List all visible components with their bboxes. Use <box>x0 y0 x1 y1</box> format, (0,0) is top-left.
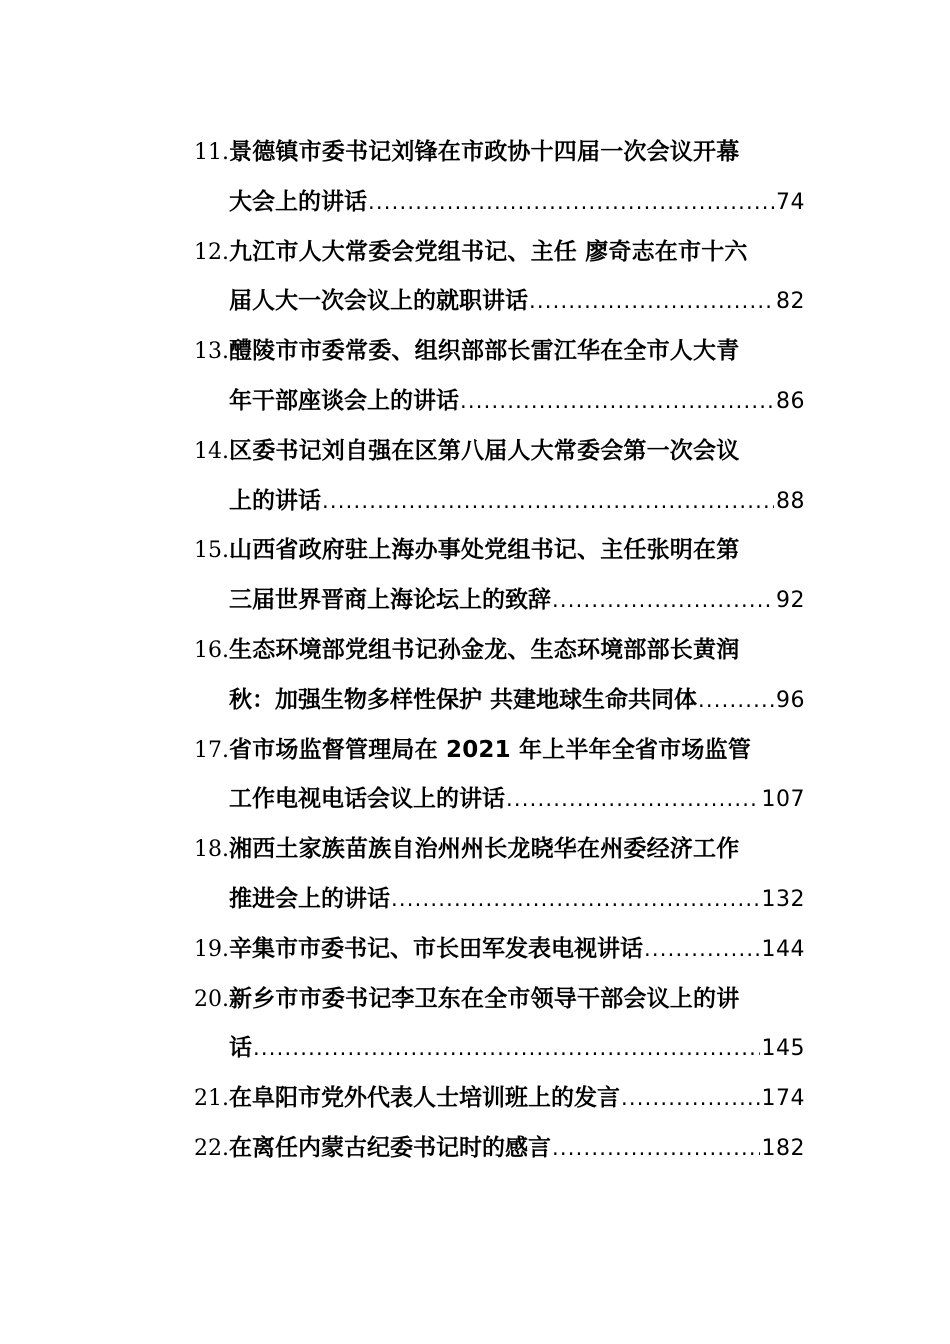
entry-title: 在离任内蒙古纪委书记时的感言 <box>229 1134 551 1161</box>
page-number: 82 <box>776 289 805 315</box>
entry-title-line2: 工作电视电话会议上的讲话 <box>229 786 505 813</box>
page-number: 145 <box>761 1036 805 1062</box>
toc-entry[interactable] <box>0 128 950 228</box>
toc-entry[interactable] <box>0 726 950 826</box>
entry-number: 11. <box>194 140 229 165</box>
toc-entry[interactable] <box>0 1124 950 1174</box>
page-number: 74 <box>776 189 805 215</box>
entry-number: 14. <box>194 438 229 464</box>
entry-title-line2: 年干部座谈会上的讲话 <box>229 387 459 414</box>
dot-leader <box>253 1024 760 1074</box>
entry-title-line2: 秋：加强生物多样性保护 共建地球生命共同体 <box>229 686 698 713</box>
dot-leader <box>391 875 760 925</box>
entry-number: 16. <box>194 637 229 663</box>
dot-leader <box>529 277 774 327</box>
entry-number: 13. <box>194 339 229 365</box>
entry-title-line1: 新乡市市委书记李卫东在全市领导干部会议上的讲 <box>229 985 740 1012</box>
entry-title-line2: 推进会上的讲话 <box>229 885 390 912</box>
entry-title-line1: 醴陵市市委常委、组织部部长雷江华在全市人大青 <box>229 338 740 365</box>
entry-number: 21. <box>194 1086 229 1112</box>
dot-leader <box>698 676 774 726</box>
entry-number: 12. <box>194 239 229 265</box>
entry-title-line2: 大会上的讲话 <box>229 188 367 215</box>
entry-number: 17. <box>194 737 229 763</box>
entry-title-line1: 九江市人大常委会党组书记、主任 廖奇志在市十六 <box>229 238 748 265</box>
page-number: 144 <box>761 936 805 962</box>
entry-title-line2: 三届世界晋商上海论坛上的致辞 <box>229 587 551 614</box>
dot-leader <box>322 477 774 527</box>
page-number: 107 <box>761 787 805 813</box>
toc-entry[interactable] <box>0 427 950 527</box>
toc-entry[interactable] <box>0 925 950 975</box>
dot-leader <box>552 576 774 626</box>
toc-entry[interactable] <box>0 228 950 328</box>
dot-leader <box>368 178 774 228</box>
page-number: 96 <box>776 687 805 713</box>
toc-entry[interactable] <box>0 825 950 925</box>
entry-title-line1: 省市场监督管理局在 2021 年上半年全省市场监管 <box>229 736 752 763</box>
dot-leader <box>460 377 774 427</box>
dot-leader <box>506 775 760 825</box>
page-number: 174 <box>761 1086 805 1112</box>
page-number: 86 <box>776 388 805 414</box>
entry-title-line1: 山西省政府驻上海办事处党组书记、主任张明在第 <box>229 537 740 564</box>
entry-title: 在阜阳市党外代表人士培训班上的发言 <box>229 1085 620 1112</box>
toc-entry[interactable] <box>0 526 950 626</box>
entry-title-line2: 话 <box>229 1035 252 1062</box>
toc-entry[interactable] <box>0 1074 950 1124</box>
entry-number: 20. <box>194 986 229 1012</box>
page-number: 88 <box>776 488 805 514</box>
page-number: 132 <box>761 886 805 912</box>
entry-title-line2: 上的讲话 <box>229 487 321 514</box>
entry-title-line1: 生态环境部党组书记孙金龙、生态环境部部长黄润 <box>229 636 740 663</box>
entry-title-line1: 湘西土家族苗族自治州州长龙晓华在州委经济工作 <box>229 836 740 863</box>
page-number: 92 <box>776 588 805 614</box>
entry-number: 22. <box>194 1135 229 1161</box>
toc-entry[interactable] <box>0 327 950 427</box>
dot-leader <box>621 1074 760 1124</box>
entry-title-line1: 景德镇市委书记刘锋在市政协十四届一次会议开幕 <box>229 139 740 165</box>
table-of-contents <box>0 128 950 1174</box>
page-number: 182 <box>761 1135 805 1161</box>
entry-number: 19. <box>194 936 229 962</box>
entry-number: 18. <box>194 837 229 863</box>
toc-entry[interactable] <box>0 975 950 1075</box>
dot-leader <box>552 1124 760 1174</box>
dot-leader <box>644 925 760 975</box>
entry-title-line1: 区委书记刘自强在区第八届人大常委会第一次会议 <box>229 437 740 464</box>
entry-number: 15. <box>194 538 229 564</box>
entry-title-line2: 届人大一次会议上的就职讲话 <box>229 288 528 315</box>
entry-title: 辛集市市委书记、市长田军发表电视讲话 <box>229 935 643 962</box>
toc-entry[interactable] <box>0 626 950 726</box>
